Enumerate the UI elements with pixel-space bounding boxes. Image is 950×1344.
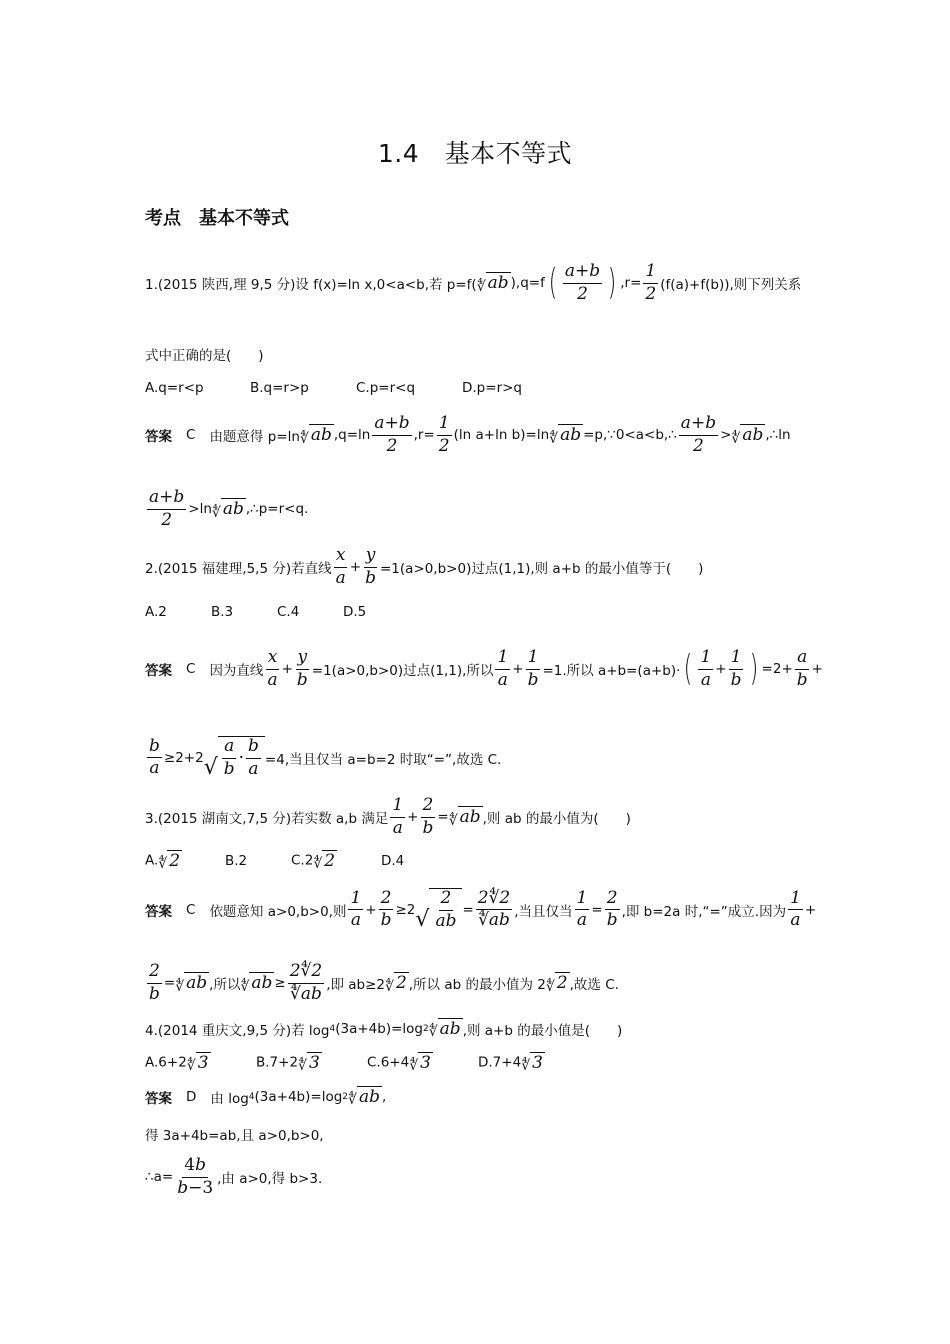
q4-option-c: C.6+4 ∜ 3 — [367, 1053, 431, 1075]
q4-option-a: A.6+2 ∜ 3 — [145, 1053, 209, 1075]
q1-option-b: B.q=r>p — [250, 380, 309, 396]
q1-stem-line2: 式中正确的是( ) — [145, 348, 264, 364]
section-heading: 考点 基本不等式 — [145, 208, 289, 229]
q4-options — [145, 1052, 545, 1073]
q2-option-d: D.5 — [343, 604, 367, 620]
page-title: 1.4 基本不等式 — [377, 139, 573, 168]
q3-option-b: B.2 — [225, 852, 248, 869]
q2-stem: 2.(2015 福建理,5,5 分)若直线 $\frac{x}{a}$ + $\frac{y}{b}$ =1(a>0,b>0)过点(1,1),则 a+b 的最小值等于( ) — [145, 545, 704, 588]
q3-option-c: C.2 ∜ 2 — [291, 851, 336, 873]
q3-option-d: D.4 — [381, 852, 405, 869]
q3-answer: 答案 C 依题意知 a>0,b>0,则 $\frac{1}{a}$ + $\frac{2}{b}$ ≥2 √ $\frac{2}{ab}$ = $\frac{2∜2}{∜ab}$ ,当且仅当 $\frac{1}{a}$ = $\frac{2}{b}$ ,即 b=2a 时,“=”成立.因为 $\frac{1}{a}$ + — [145, 887, 817, 933]
q3-options — [145, 850, 404, 871]
q1-option-c: C.p=r<q — [356, 380, 416, 396]
q2-option-a: A.2 — [145, 604, 167, 620]
q3-option-a: A. ∜ 2 — [145, 851, 181, 873]
q4-option-b: B.7+2 ∜ 3 — [256, 1053, 320, 1075]
q2-answer-line2: $\frac{b}{a}$ ≥2+2 √ $\frac{a}{b}$ · $\frac{b}{a}$ =4,当且仅当 a=b=2 时取“=”,故选 C. — [149, 735, 502, 781]
q4-option-d: D.7+4 ∜ 3 — [478, 1053, 543, 1075]
q3-stem: 3.(2015 湖南文,7,5 分)若实数 a,b 满足 $\frac{1}{a}$ + $\frac{2}{b}$ = ∜ ab ,则 ab 的最小值为( ) — [145, 795, 631, 838]
q4-answer-line3: ∴a= $\frac{4b}{b-3}$ ,由 a>0,得 b>3. — [145, 1155, 323, 1198]
q2-option-b: B.3 — [211, 604, 234, 620]
q4-answer: 答案 D 由 log 4 (3a+4b)=log 2 ∜ ab , — [145, 1087, 387, 1109]
q1-answer-line2: $\frac{a+b}{2}$ >ln ∜ ab ,∴p=r<q. — [149, 487, 309, 530]
q2-option-c: C.4 — [277, 604, 300, 620]
q2-answer: 答案 C 因为直线 $\frac{x}{a}$ + $\frac{y}{b}$ =1(a>0,b>0)过点(1,1),所以 $\frac{1}{a}$ + $\frac{1}{b}$ =1.所以 a+b=(a+b)· ( $\frac{1}{a}$ + $\frac{1}{b}$ ) =2+ $\frac{a}{b}$ + — [145, 647, 823, 690]
q4-stem: 4.(2014 重庆文,9,5 分)若 log 4 (3a+4b)=log 2 ∜ ab ,则 a+b 的最小值是( ) — [145, 1019, 623, 1041]
q1-answer: 答案 C 由题意得 p=ln ∜ ab ,q=ln $\frac{a+b}{2}$ ,r= $\frac{1}{2}$ (ln a+ln b)=ln ∜ ab =p,∵0<a<b,∴ $\frac{a+b}{2}$ > ∜ ab ,∴ln — [145, 413, 791, 456]
q1-options — [145, 380, 522, 396]
q1-option-a: A.q=r<p — [145, 380, 204, 396]
q4-answer-line2: 得 3a+4b=ab,且 a>0,b>0, — [145, 1128, 324, 1144]
q3-answer-line2: $\frac{2}{b}$ = ∜ ab ,所以 ∜ ab ≥ $\frac{2∜2}{∜ab}$ ,即 ab≥2 ∜ 2 ,所以 ab 的最小值为 2 ∜ 2 ,故选 C. — [149, 961, 619, 1004]
q2-options — [145, 604, 366, 620]
sqrt-ab: ∜ ab — [476, 273, 509, 295]
q1-option-d: D.p=r>q — [462, 380, 522, 396]
q1-stem: 1.(2015 陕西,理 9,5 分)设 f(x)=ln x,0<a<b,若 p=f( ∜ ab ),q=f ( $\frac{a+b}{2}$ ) ,r= $\frac{1}{2}$ (f(a)+f(b)),则下列关系 — [145, 261, 802, 304]
